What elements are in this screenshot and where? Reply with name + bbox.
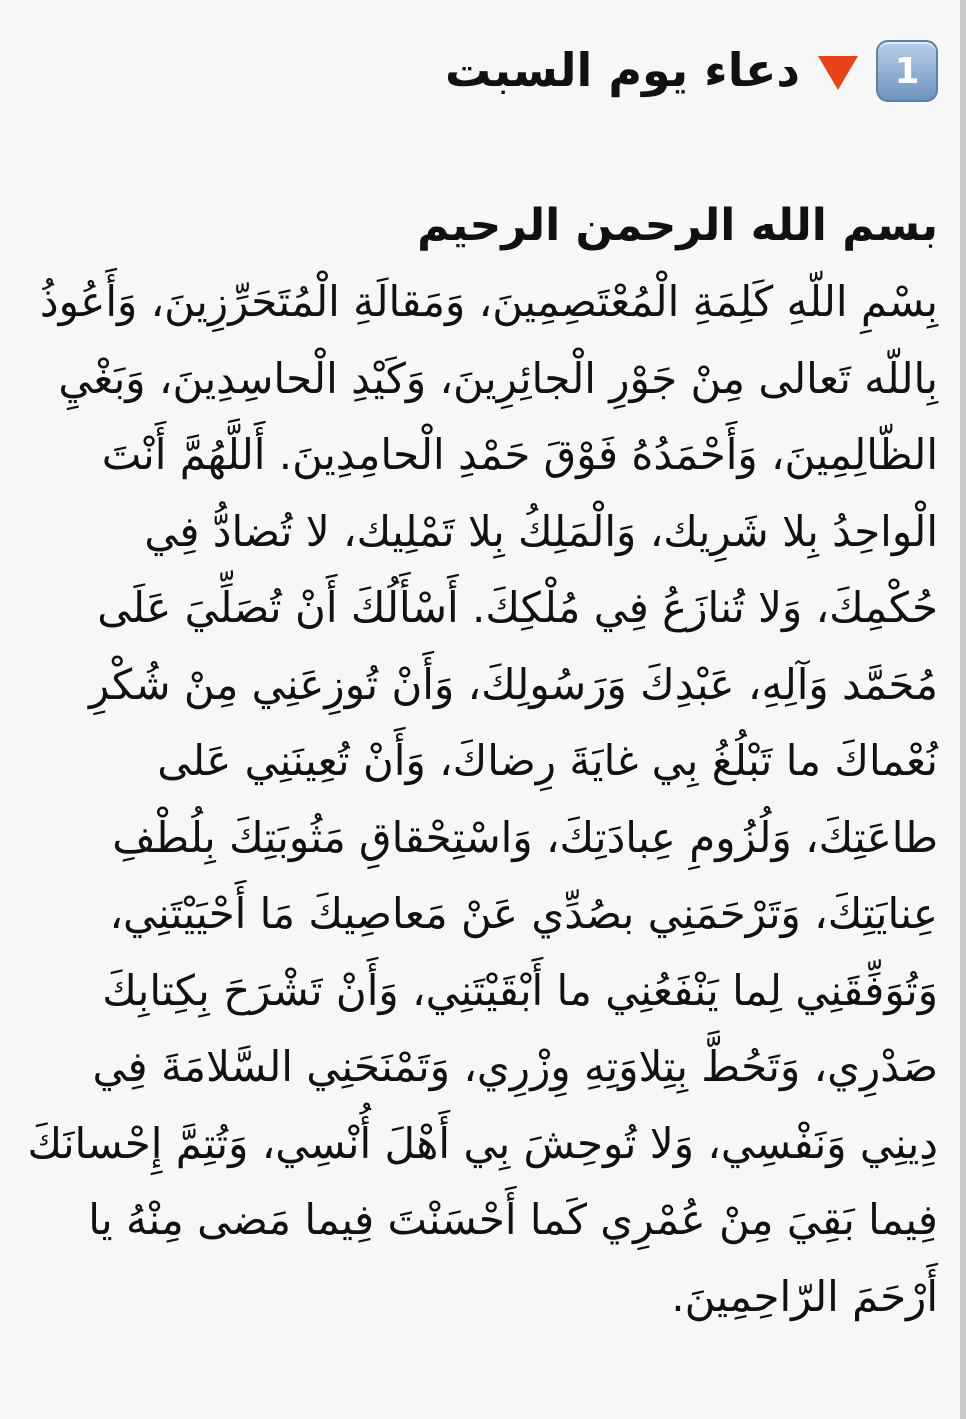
page-title: دعاء يوم السبت	[445, 43, 800, 98]
red-triangle-down-icon	[818, 56, 858, 90]
document-body	[22, 188, 938, 1335]
dua-text: بِسْمِ اللّهِ كَلِمَةِ الْمُعْتَصِمِينَ، وَمَقالَةِ الْمُتَحَرِّزِينَ، وَأَعُوذُ بِاللّه تَعالى مِنْ جَوْرِ الْجائِرِينَ، وَكَيْدِ الْحاسِدِينَ، وَبَغْيِ الظّالِمِينَ، وَأَحْمَدُهُ فَوْقَ حَمْدِ الْحامِدِينَ. أَللَّهُمَّ أَنْتَ الْواحِدُ بِلا شَرِيك، وَالْمَلِكُ بِلا تَمْلِيك، لا تُضادُّ فِي حُكْمِكَ، وَلا تُنازَعُ فِي مُلْكِكَ. أَسْأَلُكَ أَنْ تُصَلِّيَ عَلَى مُحَمَّد وَآلِهِ، عَبْدِكَ وَرَسُولِكَ، وَأَنْ تُوزِعَنِي مِنْ شُكْرِ نُعْماكَ ما تَبْلُغُ بِي غايَةَ رِضاكَ، وَأَنْ تُعِينَنِي عَلى طاعَتِكَ، وَلُزُومِ عِبادَتِكَ، وَاسْتِحْقاقِ مَثُوبَتِكَ بِلُطْفِ عِنايَتِكَ، وَتَرْحَمَنِي بصُدِّي عَنْ مَعاصِيكَ مَا أَحْيَيْتَنِي، وَتُوَفِّقَنِي لِما يَنْفَعُنِي ما أَبْقَيْتَنِي، وَأَنْ تَشْرَحَ بِكِتابِكَ صَدْرِي، وَتَحُطَّ بِتِلاوَتِهِ وِزْرِي، وَتَمْنَحَنِي السَّلامَةَ فِي دِينِي وَنَفْسِي، وَلا تُوحِشَ بِي أَهْلَ أُنْسِي، وَتُتِمَّ إِحْسانَكَ فِيما بَقِيَ مِنْ عُمْرِي كَما أَحْسَنْتَ فِيما مَضى مِنْهُ يا أَرْحَمَ الرّاحِمِينَ.	[27, 277, 938, 1321]
header	[445, 40, 938, 102]
scroll-edge	[960, 0, 966, 1419]
keycap-number: 1	[894, 50, 920, 92]
keycap-number-icon	[876, 40, 938, 102]
basmala-heading: بسم الله الرحمن الرحيم	[417, 200, 938, 251]
